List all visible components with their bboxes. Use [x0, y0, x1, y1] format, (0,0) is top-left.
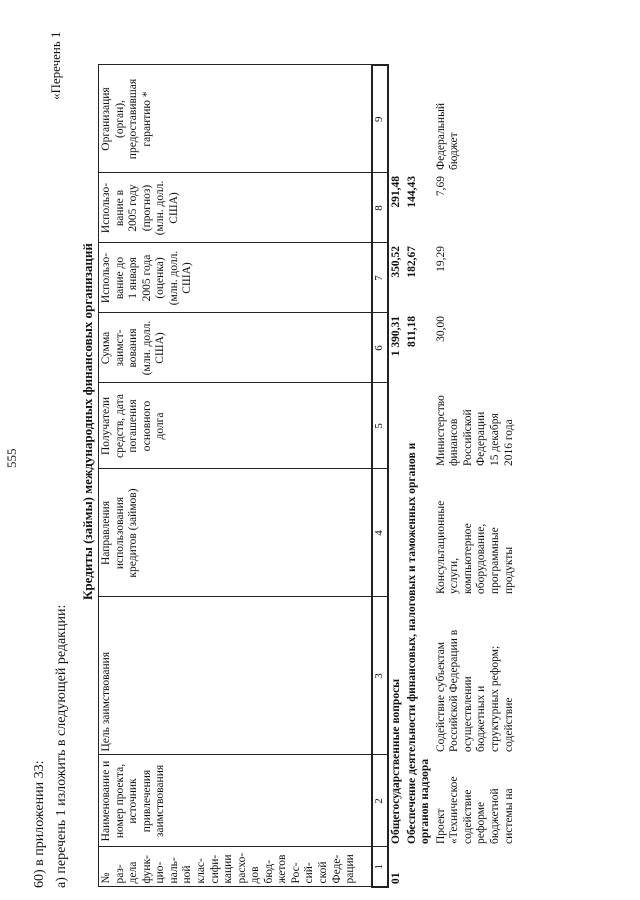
- subsection-used-2005: 144,43: [405, 176, 418, 208]
- subsection-title-line-2: органов надзора: [419, 758, 432, 844]
- header-c5-line-2: средств, дата: [113, 394, 126, 458]
- project-used-2005: 7,69: [434, 176, 447, 197]
- header-c8-line-4: (прогноз): [140, 184, 153, 232]
- header-c5-line-3: погашения: [127, 399, 140, 453]
- header-col-4: [99, 469, 373, 597]
- intro-line-1: 60) в приложении 33:: [32, 760, 47, 888]
- header-col-1: [99, 847, 373, 887]
- header-col-8: [99, 173, 373, 243]
- subsection-title: [405, 383, 434, 847]
- project-name-line-2: «Техническое: [448, 776, 461, 844]
- intro-line-2: а) перечень 1 изложить в следующей редакции:: [54, 604, 69, 888]
- section-amount: 1 390,31: [390, 316, 402, 357]
- col-num-4: 4: [372, 469, 388, 597]
- header-c1-line-4: функ-: [140, 855, 153, 884]
- header-c6-line-5: США): [154, 332, 167, 364]
- header-col-5: [99, 383, 373, 469]
- col-num-5: 5: [372, 383, 388, 469]
- header-c1-line-15: Рос-: [289, 862, 302, 884]
- section-used-before: 350,52: [390, 246, 402, 278]
- header-c1-line-12: дов: [249, 866, 262, 884]
- col-num-8: 8: [372, 173, 388, 243]
- project-usage-line-2: услуги,: [448, 557, 461, 594]
- project-recipient-line-5: 15 декабря: [488, 413, 501, 466]
- header-c4-line-1: Направления: [100, 501, 112, 565]
- project-goal-line-1: Содействие субъектам: [434, 641, 447, 752]
- header-c6-line-1: Сумма: [100, 331, 112, 365]
- header-c7-line-5: (оценка): [154, 257, 167, 299]
- page-number: 555: [4, 448, 19, 468]
- project-recipient: [434, 383, 517, 469]
- header-c9-line-4: гарантию *: [140, 91, 153, 147]
- project-name: [434, 755, 517, 847]
- header-col-2: [99, 755, 373, 847]
- header-c1-line-1: №: [100, 872, 112, 884]
- table-title: Кредиты (займы) международных финансовых организаций: [80, 243, 95, 600]
- project-usage-line-4: оборудование,: [475, 523, 488, 594]
- section-title: Общегосударственные вопросы: [390, 678, 402, 844]
- header-c1-line-7: ной: [181, 865, 194, 884]
- subsection-row: [405, 65, 434, 887]
- header-c3-line-1: Цель заимствования: [100, 651, 112, 752]
- header-c2-line-5: заимствования: [154, 764, 167, 838]
- header-c2-line-3: источник: [127, 778, 140, 824]
- col-num-3: 3: [372, 597, 388, 755]
- project-recipient-line-2: финансов: [448, 418, 461, 466]
- header-c2-line-2: номер проекта,: [113, 763, 126, 839]
- subsection-amount: 811,18: [405, 316, 418, 347]
- project-usage-line-3: компьютерное: [461, 523, 474, 594]
- project-recipient-line-6: 2016 года: [502, 419, 515, 466]
- header-col-6: [99, 313, 373, 383]
- col-num-6: 6: [372, 313, 388, 383]
- project-guarantor-line-1: Федеральный: [434, 103, 447, 170]
- list-label: «Перечень 1: [48, 31, 63, 100]
- project-goal-line-4: бюджетных и: [475, 685, 488, 752]
- header-c8-line-1: Использо-: [100, 182, 112, 234]
- credits-table: [98, 64, 517, 888]
- project-name-line-4: реформе: [475, 801, 488, 844]
- header-c1-line-3: дела: [127, 861, 140, 884]
- header-c1-line-8: клас-: [194, 858, 207, 884]
- project-goal-line-6: содействие: [502, 697, 515, 752]
- section-used-2005: 291,48: [390, 176, 402, 208]
- header-c1-line-2: раз-: [113, 864, 126, 884]
- header-c1-line-14: жетов: [276, 854, 289, 884]
- header-c1-line-6: наль-: [167, 857, 180, 884]
- header-c1-line-5: цио-: [154, 861, 167, 884]
- header-c8-line-2: вание в: [113, 189, 126, 227]
- project-amount: 30,00: [434, 316, 447, 342]
- header-c2-line-4: привлечения: [140, 769, 153, 833]
- header-c7-line-7: США): [181, 262, 194, 294]
- header-c5-line-1: Получатели: [100, 397, 112, 456]
- header-c6-line-2: заимст-: [113, 329, 126, 367]
- project-recipient-line-4: Федерации: [475, 411, 488, 466]
- header-c1-line-9: сифи-: [208, 854, 221, 884]
- header-c9-line-1: Организация: [100, 87, 112, 151]
- header-c7-line-6: (млн. долл.: [167, 250, 180, 306]
- header-col-3: [99, 597, 373, 755]
- header-c2-line-1: Наименование и: [100, 760, 112, 842]
- project-name-line-6: системы на: [502, 788, 515, 844]
- header-c1-line-13: бюд-: [262, 859, 275, 884]
- header-c9-line-2: (орган),: [113, 100, 126, 139]
- header-c5-line-5: долга: [154, 412, 167, 440]
- header-c1-line-11: расхо-: [235, 852, 248, 884]
- project-usage-line-6: продукты: [502, 546, 515, 594]
- header-row: [99, 65, 373, 887]
- header-c7-line-3: 1 января: [127, 257, 140, 299]
- project-guarantor: [434, 65, 517, 173]
- header-c1-line-19: рации: [344, 854, 357, 884]
- project-recipient-line-3: Российской: [461, 409, 474, 466]
- header-c7-line-1: Использо-: [100, 252, 112, 304]
- subsection-title-line-1: Обеспечение деятельности финансовых, налоговых и таможенных органов и: [405, 442, 418, 844]
- section-row: [388, 65, 405, 887]
- project-used-before: 19,29: [434, 246, 447, 272]
- project-goal-line-5: структурных реформ;: [488, 645, 501, 752]
- project-usage-line-5: программные: [488, 527, 501, 594]
- col-num-9: 9: [372, 65, 388, 173]
- col-num-1: 1: [372, 847, 388, 887]
- header-c1-line-16: сий-: [303, 862, 316, 884]
- project-usage: [434, 469, 517, 597]
- header-c4-line-3: кредитов (займов): [127, 488, 140, 578]
- col-num-7: 7: [372, 243, 388, 313]
- header-c7-line-2: вание до: [113, 256, 126, 300]
- project-usage-line-1: Консультационные: [434, 500, 447, 594]
- header-c8-line-5: (млн. долл.: [154, 180, 167, 236]
- header-c1-line-18: Феде-: [330, 854, 343, 884]
- header-col-9: [99, 65, 373, 173]
- project-goal-line-3: осуществлении: [461, 676, 474, 752]
- header-c9-line-3: предоставившая: [127, 78, 140, 160]
- project-name-line-1: Проект: [434, 808, 447, 844]
- header-c7-line-4: 2005 года: [140, 254, 153, 302]
- subsection-used-before: 182,67: [405, 246, 418, 278]
- section-code: 01: [390, 872, 402, 884]
- header-c6-line-4: (млн. долл.: [140, 320, 153, 376]
- project-goal-line-2: Российской Федерации в: [448, 629, 461, 752]
- header-c1-line-10: кации: [222, 854, 235, 884]
- project-row: [434, 65, 517, 887]
- header-c8-line-3: 2005 году: [127, 184, 140, 232]
- column-numbers-row: [372, 65, 388, 887]
- header-c4-line-2: использования: [113, 496, 126, 570]
- project-recipient-line-1: Министерство: [434, 395, 447, 466]
- project-name-line-3: содействие: [461, 789, 474, 844]
- col-num-2: 2: [372, 755, 388, 847]
- header-c6-line-3: вования: [127, 328, 140, 368]
- header-c8-line-6: США): [167, 192, 180, 224]
- header-col-7: [99, 243, 373, 313]
- project-name-line-5: бюджетной: [488, 788, 501, 844]
- header-c5-line-4: основного: [140, 400, 153, 452]
- header-c1-line-17: ской: [317, 861, 329, 884]
- project-guarantor-line-2: бюджет: [448, 132, 461, 170]
- project-goal: [434, 597, 517, 755]
